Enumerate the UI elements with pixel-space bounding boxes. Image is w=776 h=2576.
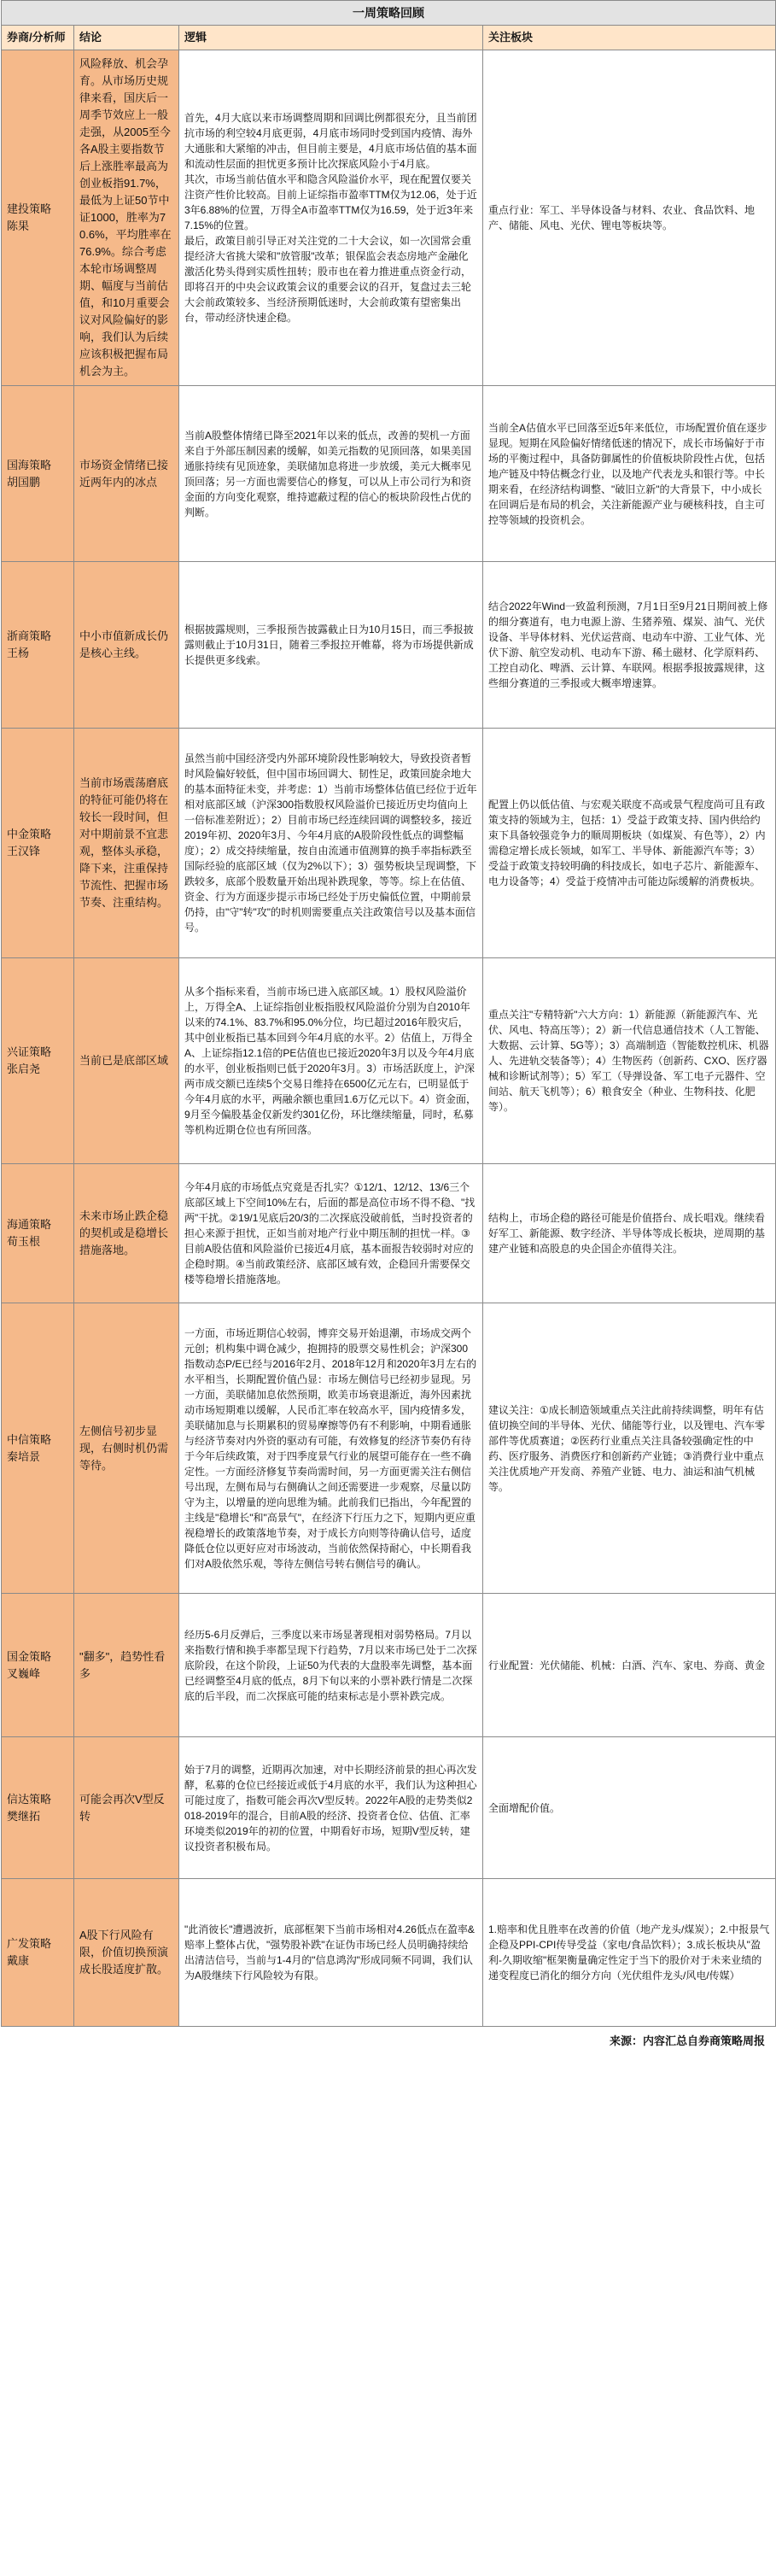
table-row — [2, 1303, 776, 1594]
broker-analyst: 信达策略 樊继拓 — [2, 1737, 74, 1879]
broker-analyst: 国海策略 胡国鹏 — [2, 386, 74, 562]
header-focus: 关注板块 — [483, 26, 776, 50]
header-conclusion: 结论 — [74, 26, 179, 50]
table-title: 一周策略回顾 — [2, 1, 776, 26]
table-row — [2, 1879, 776, 2027]
conclusion-cell: 风险释放、机会孕育。从市场历史规律来看，国庆后一周季节效应上一般走强，从2005至今各A股主要指数节后上涨胜率最高为创业板指91.7%，最低为上证50节中证1000，胜率为70.6%，平均胜率在76.9%。综合考虑本轮市场调整周期、幅度与当前估值，和10月重要会议对风险偏好的影响，我们认为后续应该积极把握布局机会为主。 — [74, 50, 179, 386]
broker-analyst: 中金策略 王汉锋 — [2, 729, 74, 958]
conclusion-cell: A股下行风险有限，价值切换预演成长股适度扩散。 — [74, 1879, 179, 2027]
title-row — [2, 1, 776, 26]
table-body — [2, 50, 776, 2027]
broker-analyst: 浙商策略 王杨 — [2, 562, 74, 729]
focus-cell: 配置上仍以低估值、与宏观关联度不高或景气程度尚可且有政策支持的领域为主，包括：1）受益于政策支持、国内供给约束下具备较强竞争力的顺周期板块（如煤炭、有色等），2）内需稳定增长成长领域，如军工、半导体、新能源汽车等；3）受益于政策支持较明确的科技成长，如电子芯片、新能源车、电力设备等；4）受益于疫情冲击可能边际缓解的消费板块。 — [483, 729, 776, 958]
table-row — [2, 729, 776, 958]
logic-cell: 今年4月底的市场低点究竟是否扎实？①12/1、12/12、13/6三个底部区域上下空间10%左右，后面的都是高位市场不得不稳、"找两"干扰。②19/1见底后20/3的二次探底没破前低，当时投资者的担心来源于担忧，正如当前对地产行业中期压制的担忧一样。③目前A股估值和风险溢价已接近4月底，基本面报告较弱时对应的企稳时期。④当前政策经济、底部区域有效，企稳回升需要保交楼等稳增长措施落地。 — [179, 1164, 483, 1303]
focus-cell: 结构上，市场企稳的路径可能是价值搭台、成长唱戏。继续看好军工、新能源、数字经济、半导体等成长板块，逆周期的基建产业链和高股息的央企国企亦值得关注。 — [483, 1164, 776, 1303]
logic-cell: 首先，4月大底以来市场调整周期和回调比例都很充分，且当前团抗市场的利空较4月底更弱，4月底市场同时受到国内疫情、海外大通胀和大紧缩的冲击，但目前主要是，4月底市场估值的基本面和流动性层面的担忧更多预计比次探底风险小于4月底。 其次，市场当前估值水平和隐含风险溢价水平，现在配置仅要关注资产性价比较高。目前上证综指市盈率TTM仅为12.06，处于近3年6.88%的位置，万得全A市盈率TTM仅为16.59，处于近3年来7.15%的位置。 最后，政策目前引导正对关注党的二十大会议，如一次国常会重提经济大省挑大梁和"放管服"改革；银保监会表态房地产金融化激活化势头得到实质性扭转；股市也在着力推进重点资金行动，即将召开的中央会议政策会议的重要会议的召开，复盘过去三轮大会前政策较多、当经济预期低迷时，大会前政策有望密集出台，带动经济快速企稳。 — [179, 50, 483, 386]
logic-cell: "此消彼长"遭遇波折，底部框架下当前市场相对4.26低点在盈率&赔率上整体占优，"强势股补跌"在证伪市场已经人员明确持续给出清洁信号，当前与1-4月的"信息鸿沟"形成同频不同调，我们认为A股继续下行风险较为有限。 — [179, 1879, 483, 2027]
focus-cell: 全面增配价值。 — [483, 1737, 776, 1879]
logic-cell: 当前A股整体情绪已降至2021年以来的低点，改善的契机一方面来自于外部压制因素的缓解，如美元指数的见顶回落，如果美国通胀持续有见顶迹象，美联储加息将进一步放缓，美元大概率见顶回落；另一方面也需要信心的修复，可以从上市公司行为和资金面的方向变化观察，维持遮蔽过程的信心的板块阶段性占优的判断。 — [179, 386, 483, 562]
broker-analyst: 建投策略 陈果 — [2, 50, 74, 386]
conclusion-cell: 当前已是底部区域 — [74, 958, 179, 1164]
conclusion-cell: 左侧信号初步显现，右侧时机仍需等待。 — [74, 1303, 179, 1594]
table-row — [2, 386, 776, 562]
header-broker: 券商/分析师 — [2, 26, 74, 50]
table-row — [2, 50, 776, 386]
focus-cell: 重点行业：军工、半导体设备与材料、农业、食品饮料、地产、储能、风电、光伏、锂电等板块等。 — [483, 50, 776, 386]
table-row — [2, 562, 776, 729]
focus-cell: 重点关注"专精特新"六大方向：1）新能源（新能源汽车、光伏、风电、特高压等）；2）新一代信息通信技术（人工智能、大数据、云计算、5G等）；3）高端制造（智能数控机床、机器人、先进轨交装备等）；4）生物医药（创新药、CXO、医疗器械和诊断试剂等）；5）军工（导弹设备、军工电子元器件、空间站、航天飞机等）；6）粮食安全（种业、生物科技、化肥等）。 — [483, 958, 776, 1164]
conclusion-cell: 中小市值新成长仍是核心主线。 — [74, 562, 179, 729]
focus-cell: 建议关注：①成长制造领域重点关注此前持续调整，明年有估值切换空间的半导体、光伏、储能等行业，以及锂电、汽车零部件等优质赛道；②医药行业重点关注具备较强确定性的中药、医疗服务、消费医疗和创新药产业链；③消费行业中重点关注优质地产开发商、养殖产业链、电力、油运和油气机械等。 — [483, 1303, 776, 1594]
conclusion-cell: 当前市场震荡磨底的特征可能仍将在较长一段时间，但对中期前景不宜悲观，整体头承稳，降下来，注重保持节流性、把握市场节奏、注重结构。 — [74, 729, 179, 958]
broker-analyst: 国金策略 叉巍峰 — [2, 1594, 74, 1737]
focus-cell: 当前全A估值水平已回落至近5年来低位，市场配置价值在逐步显现。短期在风险偏好情绪低迷的情况下，成长市场偏好于市场的平衡过程中，具备防御属性的价值板块阶段性占优，包括地产链及中特估概念行业，以及地产代表龙头和银行等。中长期来看，在经济结构调整、"破旧立新"的大背景下，中小成长在回调后是布局的机会，关注新能源产业与硬核科技，自主可控等领域的投资机会。 — [483, 386, 776, 562]
header-logic: 逻辑 — [179, 26, 483, 50]
logic-cell: 根据披露规则，三季报预告披露截止日为10月15日，而三季报披露则截止于10月31日，随着三季报拉开帷幕，将为市场提供新成长提供更多线索。 — [179, 562, 483, 729]
logic-cell: 始于7月的调整，近期再次加速，对中长期经济前景的担心再次发酵，私募的仓位已经接近或低于4月底的水平，我们认为这种担心可能过度了，指数可能会再次V型反转。2022年A股的走势类似2018-2019年的混合，目前A股的经济、投资者仓位、估值、汇率环境类似2019年的初的位置，中期看好市场，短期V型反转，建议投资者积极布局。 — [179, 1737, 483, 1879]
conclusion-cell: 可能会再次V型反转 — [74, 1737, 179, 1879]
conclusion-cell: 未来市场止跌企稳的契机或是稳增长措施落地。 — [74, 1164, 179, 1303]
logic-cell: 经历5-6月反弹后，三季度以来市场显著现相对弱势格局。7月以来指数行情和换手率都呈现下行趋势，7月以来市场已处于二次探底阶段，在这个阶段，上证50为代表的大盘股率先调整，基本面已经调整至4月底的低点，8月下旬以来的小票补跌行情是二次探底的后半段，而二次探底可能的结束标志是小票补跌完成。 — [179, 1594, 483, 1737]
table-row — [2, 1737, 776, 1879]
broker-analyst: 中信策略 秦培景 — [2, 1303, 74, 1594]
logic-cell: 虽然当前中国经济受内外部环境阶段性影响较大，导致投资者暂时风险偏好较低，但中国市场回调大、韧性足，政策回旋余地大的基本面特征未变，并考虑：1）当前市场整体估值已经位于近年相对底部区域（沪深300指数股权风险溢价已接近历史均值向上一倍标准差附近）；2）目前市场已经连续回调的调整较多，接近2019年初、2020年3月、今年4月底的A股阶段性低点的调整幅度）；2）成交持续缩量，按自由流通市值测算的换手率指标跌至国际经验的底部区域（仅为2%以下）；3）强势板块呈现调整，下跌较多，底部个股数量开始出现补跌现象，等等。综上在估值、资金、行为方面逐步提示市场已经处于历史偏低位置，中期前景仍持，由"守"转"攻"的时机则需要重点关注政策信号以及基本面信号。 — [179, 729, 483, 958]
broker-analyst: 兴证策略 张启尧 — [2, 958, 74, 1164]
source-note: 来源：内容汇总自券商策略周报 — [609, 2034, 765, 2047]
logic-cell: 一方面，市场近期信心较弱，博弈交易开始退潮，市场成交两个元创；机构集中调仓减少，抱拥持的股票交易性机会；沪深300指数动态P/E已经与2016年2月、2018年12月和2020年3月左右的水平相当，长期配置价值凸显：市场左侧信号已经初步显现。另一方面，美联储加息依然预期，欧美市场衰退渐近，海外因素扰动市场短期难以缓解，人民币汇率在较高水平，国内疫情多发，美联储加息与长期累积的贸易摩擦等仍有不利影响，中期看通胀与经济节奏对内外资的驱动有可能，有效修复的经济节奏仍有待于今年后续政策，对于四季度景气行业的展望可能存在一些不确定性。一方面经济修复节奏尚需时间，另一方面更需关注右侧信号出现，左侧布局与右侧确认之间还需要进一步观察，尽量以防守为主，以增量的逆向思维为辅。此前我们已指出，今年配置的主线是"稳增长"和"高景气"，在经济下行压力之下，短期内更应重视稳增长的政策落地节奏，对于成长方向则等待确认信号，适度降低仓位以更好应对市场波动，当前依然保持耐心，中长期看我们对A股依然乐观，等待左侧信号转右侧信号的确认。 — [179, 1303, 483, 1594]
broker-analyst: 广发策略 戴康 — [2, 1879, 74, 2027]
table-row — [2, 1164, 776, 1303]
strategy-table — [1, 0, 776, 2027]
conclusion-cell: 市场资金情绪已接近两年内的冰点 — [74, 386, 179, 562]
table-row — [2, 1594, 776, 1737]
focus-cell: 行业配置：光伏储能、机械：白酒、汽车、家电、券商、黄金 — [483, 1594, 776, 1737]
table-row — [2, 958, 776, 1164]
report-sheet — [1, 0, 775, 2051]
conclusion-cell: "翻多"，趋势性看多 — [74, 1594, 179, 1737]
logic-cell: 从多个指标来看，当前市场已进入底部区域。1）股权风险溢价上，万得全A、上证综指创业板指股权风险溢价分别为自2010年以来的74.1%、83.7%和95.0%分位，均已超过2016年股灾后，其中创业板指已基本回到今年4月底的水平。2）估值上，万得全A、上证综指12.1倍的PE估值也已接近2020年3月以及今年4月底的水平，创业板指则已低于2020年3月。3）市场活跃度上，沪深两市成交额已连续5个交易日维持在6500亿元左右，已明显低于今年4月底的水平，两融余额也重回1.6万亿元以下。4）资金面，9月至今偏股基金仅新发约301亿份，环比继续缩量，同时，私募等机构近期仓位也有所回落。 — [179, 958, 483, 1164]
focus-cell: 1.赔率和优且胜率在改善的价值（地产龙头/煤炭）；2.中报景气企稳及PPI-CPI传导受益（家电/食品饮料）；3.成长板块从"盈利-久期收缩"框架衡量确定性定于当下的股价对于未来业绩的递变程度已消化的细分方向（光伏组件龙头/风电/传媒） — [483, 1879, 776, 2027]
broker-analyst: 海通策略 荀玉根 — [2, 1164, 74, 1303]
header-row — [2, 26, 776, 50]
focus-cell: 结合2022年Wind一致盈利预测，7月1日至9月21日期间被上修的细分赛道有，电力电源上游、生猪养殖、煤炭、油气、光伏设备、半导体材料、光伏运营商、电动车中游、工业气体、光伏下游、航空发动机、电动车下游、稀土磁材、化学原料药、工控自动化、啤酒、云计算、车联网。根据季报披露规律，这些细分赛道的三季报或大概率增速算。 — [483, 562, 776, 729]
